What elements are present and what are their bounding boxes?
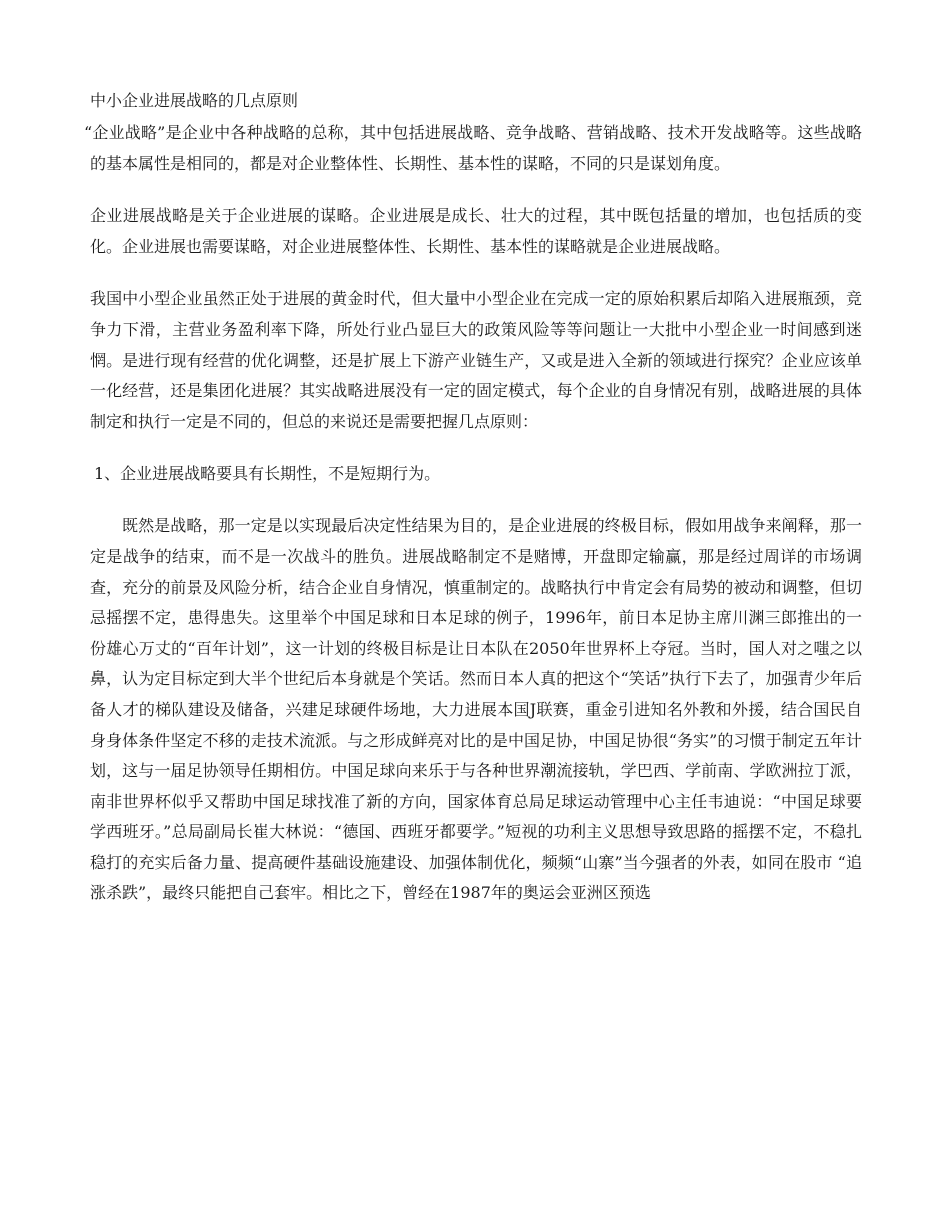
paragraph-development-strategy: 企业进展战略是关于企业进展的谋略。企业进展是成长、壮大的过程，其中既包括量的增加，也包括质的变化。企业进展也需要谋略，对企业进展整体性、长期性、基本性的谋略就是企业进展战略。	[90, 206, 862, 256]
paragraph-sme-situation: 我国中小型企业虽然正处于进展的黄金时代，但大量中小型企业在完成一定的原始积累后却陷入进展瓶颈，竞争力下滑，主营业务盈利率下降，所处行业凸显巨大的政策风险等等问题让一大批中小型企业一时间感到迷惘。是进行现有经营的优化调整，还是扩展上下游产业链生产，又或是进入全新的领域进行探究？企业应该单一化经营，还是集团化进展？其实战略进展没有一定的固定模式，每个企业的自身情况有别，战略进展的具体制定和执行一定是不同的，但总的来说还是需要把握几点原则：	[90, 289, 862, 431]
paragraph-corporate-strategy: “企业战略”是企业中各种战略的总称，其中包括进展战略、竞争战略、营销战略、技术开发战略等。这些战略的基本属性是相同的，都是对企业整体性、长期性、基本性的谋略，不同的只是谋划角度。	[84, 123, 862, 173]
document-page	[84, 86, 862, 909]
paragraph-principle-1-body: 既然是战略，那一定是以实现最后决定性结果为目的，是企业进展的终极目标，假如用战争来阐释，那一定是战争的结束，而不是一次战斗的胜负。进展战略制定不是赌博，开盘即定输赢，那是经过周详的市场调查，充分的前景及风险分析，结合企业自身情况，慎重制定的。战略执行中肯定会有局势的被动和调整，但切忌摇摆不定，患得患失。这里举个中国足球和日本足球的例子，1996年，前日本足协主席川渊三郎推出的一份雄心万丈的“百年计划”，这一计划的终极目标是让日本队在2050年世界杯上夺冠。当时，国人对之嗤之以鼻，认为定目标定到大半个世纪后本身就是个笑话。然而日本人真的把这个“笑话”执行下去了，加强青少年后备人才的梯队建设及储备，兴建足球硬件场地，大力进展本国J联赛，重金引进知名外教和外援，结合国民自身身体条件坚定不移的走技术流派。与之形成鲜亮对比的是中国足协，中国足协很“务实”的习惯于制定五年计划，这与一届足协领导任期相仿。中国足球向来乐于与各种世界潮流接轨，学巴西、学前南、学欧洲拉丁派，南非世界杯似乎又帮助中国足球找准了新的方向，国家体育总局足球运动管理中心主任韦迪说：“中国足球要学西班牙。”总局副局长崔大林说：“德国、西班牙都要学。”短视的功利主义思想导致思路的摇摆不定，不稳扎稳打的充实后备力量、提高硬件基础设施建设、加强体制优化，频频“山寨”当今强者的外表，如同在股市 “追涨杀跌”，最终只能把自己套牢。相比之下，曾经在1987年的奥运会亚洲区预选	[90, 516, 862, 903]
principle-item-1: 1、企业进展战略要具有长期性，不是短期行为。	[94, 464, 441, 484]
document-title: 中小企业进展战略的几点原则	[90, 91, 299, 110]
